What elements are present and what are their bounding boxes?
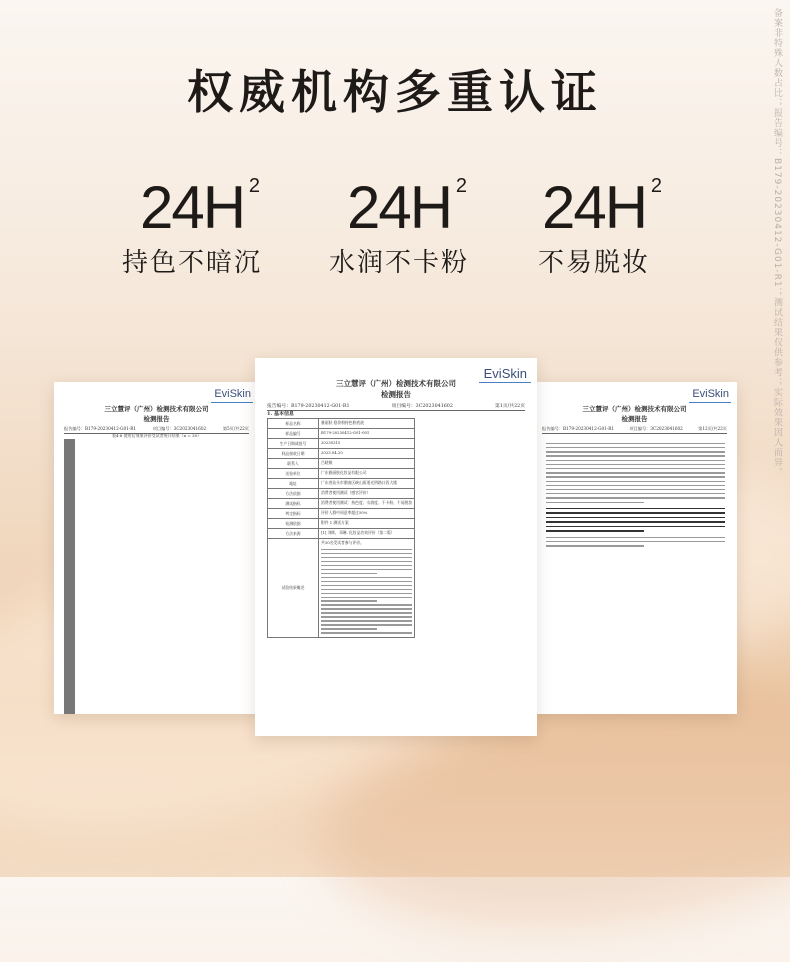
side-disclaimer: 备案非特殊人数占比；报告编号：B179-20230412-G01-R1；测试结果仅供参考；实际效果因人而异。: [772, 8, 782, 478]
text-line: [321, 557, 412, 558]
table-cell: [74, 590, 75, 598]
paragraph: [546, 537, 725, 547]
report-number: 报告编号：B179-20230412-G01-R1: [542, 426, 615, 431]
table-row: [65, 479, 75, 487]
table-cell: [74, 621, 75, 629]
table-row: [65, 527, 75, 535]
text-line: [546, 451, 725, 452]
text-line: [546, 489, 725, 490]
table-cell: [74, 613, 75, 621]
text-line: [546, 493, 725, 494]
text-line: [546, 481, 725, 482]
report-document-right: [532, 382, 737, 714]
info-label: 方法依据: [268, 489, 319, 499]
table-cell: [74, 605, 75, 613]
info-row: [268, 469, 415, 479]
page-number: 第5页/共22页: [222, 426, 249, 431]
claim-label: 水润不卡粉: [328, 248, 469, 278]
text-line: [321, 600, 377, 601]
table-cell: [74, 700, 75, 708]
report-meta: [542, 426, 727, 434]
info-value: [319, 539, 415, 638]
table-caption: 表4-8 使用后效果评价受试者统计结果（n = 30）: [111, 433, 202, 438]
table-row: [65, 637, 75, 645]
info-row: [268, 509, 415, 519]
claim-value: 24H 2: [346, 174, 468, 241]
text-line: [546, 497, 725, 498]
table-row: [65, 605, 75, 613]
info-value: [1] 刘晖，邓琳. 化妆品功效评价（第二版）: [319, 529, 415, 539]
info-label: 测试指标: [268, 499, 319, 509]
paragraph: [546, 443, 725, 503]
table-cell: [74, 471, 75, 479]
table-row: [65, 463, 75, 471]
table-cell: [74, 676, 75, 684]
table-cell: [74, 456, 75, 464]
text-line: [321, 585, 412, 586]
text-line: [321, 608, 412, 609]
table-cell: [74, 479, 75, 487]
brand-underline: [689, 402, 731, 403]
brand-underline: [211, 402, 253, 403]
report-document-left: [54, 382, 259, 714]
text-line: [321, 624, 412, 625]
results-table: [64, 439, 75, 714]
table-cell: [74, 487, 75, 495]
info-row: [268, 489, 415, 499]
info-value: 广东省汕头市潮南区峡山街道光明路口西大楼: [319, 479, 415, 489]
claim-label: 持色不暗沉: [121, 248, 262, 278]
info-value: 吕晓敏: [319, 459, 415, 469]
text-line: [321, 628, 377, 629]
table-cell: [74, 661, 75, 669]
text-line: [546, 447, 725, 448]
project-number: 项目编号：3C2023041602: [152, 426, 207, 431]
table-row: [65, 550, 75, 558]
table-cell: [74, 629, 75, 637]
info-value: 雅丽肤 稳妆粉持色粉底液: [319, 419, 415, 429]
summary-first-line: 共30名受试者参与评价。: [321, 540, 364, 545]
info-row: [268, 449, 415, 459]
table-cell: [74, 653, 75, 661]
info-row: [268, 419, 415, 429]
text-line: [546, 460, 725, 461]
info-row: [268, 499, 415, 509]
info-row: [268, 539, 415, 638]
table-row: [65, 542, 75, 550]
page-number: 第12页/共22页: [698, 426, 727, 431]
info-label: 判定指标: [268, 509, 319, 519]
table-row: [65, 511, 75, 519]
info-label: 方法来源: [268, 529, 319, 539]
text-line: [546, 485, 725, 486]
table-row: [65, 676, 75, 684]
basic-info-table: [267, 418, 415, 638]
table-cell: [74, 534, 75, 542]
text-line: [546, 455, 725, 456]
report-meta: [267, 402, 525, 411]
table-row: [65, 534, 75, 542]
table-row: [65, 503, 75, 511]
text-line: [546, 521, 725, 523]
table-cell: [74, 669, 75, 677]
project-number: 项目编号：3C2023041602: [629, 426, 683, 431]
table-cell: [74, 527, 75, 535]
summary-text-lines: [321, 549, 412, 634]
report-document-center: [255, 358, 537, 736]
project-number: 项目编号：3C2023041602: [391, 404, 453, 409]
info-value: 广东雅丽肤化妆品有限公司: [319, 469, 415, 479]
table-row: [65, 653, 75, 661]
claim-label: 不易脱妆: [537, 248, 650, 278]
brand-logo: EviSkin: [692, 388, 729, 400]
text-line: [321, 553, 412, 554]
text-line: [321, 565, 412, 566]
text-line: [321, 589, 412, 590]
table-row: [65, 708, 75, 714]
report-number: 报告编号：B179-20230412-G01-R1: [64, 426, 137, 431]
info-row: [268, 429, 415, 439]
text-line: [321, 569, 412, 570]
info-label: 检测依据: [268, 519, 319, 529]
claim-color-lasting: [92, 174, 292, 279]
table-row: [65, 574, 75, 582]
table-cell: [74, 708, 75, 714]
table-cell: [74, 463, 75, 471]
info-value: 消费者使用测试（感官评价）: [319, 489, 415, 499]
table-cell: [74, 645, 75, 653]
info-label: 生产日期或批号: [268, 439, 319, 449]
text-line: [321, 593, 412, 594]
text-line: [546, 502, 644, 503]
text-line: [546, 545, 644, 546]
text-line: [546, 530, 644, 532]
info-row: [268, 479, 415, 489]
table-row: [65, 558, 75, 566]
table-row: [65, 440, 75, 448]
report-kind: 检测报告: [143, 415, 170, 423]
report-kind: 检测报告: [381, 390, 411, 399]
info-label: 地址: [268, 479, 319, 489]
info-row: [268, 439, 415, 449]
table-cell: [74, 558, 75, 566]
table-row: [65, 598, 75, 606]
report-company: 三立慧评（广州）检测技术有限公司: [336, 379, 456, 388]
table-cell: [74, 519, 75, 527]
text-line: [546, 541, 725, 542]
table-row: [65, 590, 75, 598]
text-line: [546, 464, 725, 465]
text-line: [321, 581, 412, 582]
info-value: 20230315: [319, 439, 415, 449]
table-row: [65, 629, 75, 637]
claim-value: 24H 2: [139, 174, 261, 241]
table-cell: [74, 692, 75, 700]
table-row: [65, 661, 75, 669]
table-cell: [74, 566, 75, 574]
table-cell: [74, 684, 75, 692]
info-value: 消费者使用测试：持色度、水润度、不卡粉、不易脱妆: [319, 499, 415, 509]
table-cell: [74, 511, 75, 519]
info-value: 评价人群中同意率超过50%: [319, 509, 415, 519]
table-row: [65, 456, 75, 464]
text-line: [321, 577, 412, 578]
table-row: [65, 669, 75, 677]
table-cell: [74, 550, 75, 558]
text-line: [321, 632, 412, 633]
report-body-text: [546, 440, 725, 552]
report-number: 报告编号：B179-20230412-G01-R1: [267, 404, 350, 409]
table-cell: [74, 495, 75, 503]
table-row: [65, 621, 75, 629]
table-row: [65, 692, 75, 700]
table-row: [65, 471, 75, 479]
table-row: [65, 448, 75, 456]
paragraph: [546, 508, 725, 532]
info-value: 2023.04.20: [319, 449, 415, 459]
table-row: [65, 700, 75, 708]
table-row: [65, 645, 75, 653]
info-value: B179-20230412-G01-001: [319, 429, 415, 439]
table-row: [65, 519, 75, 527]
text-line: [546, 517, 725, 519]
claim-moisture: [299, 174, 499, 279]
text-line: [321, 597, 412, 598]
text-line: [546, 537, 725, 538]
info-label: 样品编号: [268, 429, 319, 439]
info-row: [268, 459, 415, 469]
text-line: [321, 549, 412, 550]
text-line: [546, 472, 725, 473]
text-line: [321, 604, 412, 605]
text-line: [546, 476, 725, 477]
info-label: 样品接收日期: [268, 449, 319, 459]
text-line: [321, 612, 412, 613]
text-line: [546, 443, 725, 444]
table-row: [65, 487, 75, 495]
text-line: [546, 526, 725, 528]
table-row: [65, 582, 75, 590]
table-cell: [74, 598, 75, 606]
table-cell: [74, 637, 75, 645]
text-line: [321, 616, 412, 617]
info-value: 附件 1 测试方案: [319, 519, 415, 529]
claim-superscript: 2: [650, 175, 663, 197]
table-row: [65, 566, 75, 574]
page-number: 第1页/共22页: [495, 404, 525, 409]
info-label: 联系人: [268, 459, 319, 469]
page-title: 权威机构多重认证: [187, 65, 603, 119]
table-cell: [74, 582, 75, 590]
info-row: [268, 519, 415, 529]
text-line: [321, 620, 412, 621]
section-title: 1. 基本信息: [267, 411, 294, 417]
info-row: [268, 529, 415, 539]
table-cell: [74, 542, 75, 550]
table-row: [65, 684, 75, 692]
claim-no-smudge: [494, 174, 694, 279]
table-row: [65, 613, 75, 621]
claim-superscript: 2: [248, 175, 261, 197]
text-line: [321, 561, 412, 562]
claim-value: 24H 2: [541, 174, 663, 241]
brand-logo: EviSkin: [483, 366, 527, 381]
report-kind: 检测报告: [621, 415, 648, 423]
brand-logo: EviSkin: [214, 388, 251, 400]
table-cell: [74, 574, 75, 582]
claim-superscript: 2: [455, 175, 468, 197]
info-label: 送检单位: [268, 469, 319, 479]
text-line: [546, 512, 725, 514]
info-label: 样品名称: [268, 419, 319, 429]
report-company: 三立慧评（广州）检测技术有限公司: [582, 405, 687, 413]
info-label: 试验结果概述: [268, 539, 319, 638]
table-cell: [74, 440, 75, 448]
text-line: [546, 508, 725, 510]
table-cell: [74, 448, 75, 456]
report-company: 三立慧评（广州）检测技术有限公司: [104, 405, 209, 413]
text-line: [321, 573, 377, 574]
table-cell: [74, 503, 75, 511]
text-line: [546, 468, 725, 469]
table-row: [65, 495, 75, 503]
